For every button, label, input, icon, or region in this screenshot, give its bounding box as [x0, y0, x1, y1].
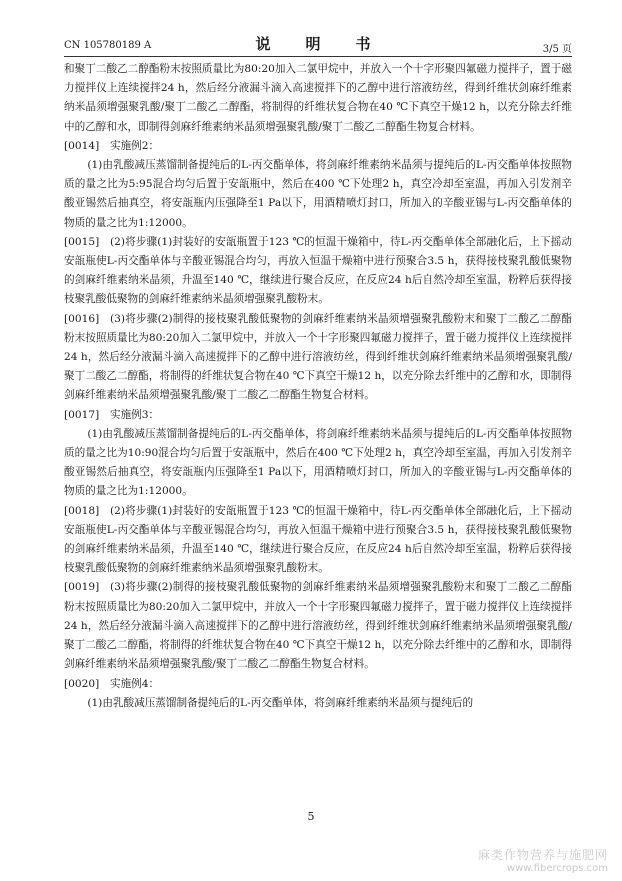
paragraph-0016: [0016] (3)将步骤(2)制得的接枝聚乳酸低聚物的剑麻纤维素纳米晶须增强聚乳酸粉末和聚丁二酸乙二醇酯粉末按照质量比为80:20加入二氯甲烷中，并放入一个十字形聚四氟磁力搅拌子，置于磁力搅拌仪上连续搅拌24 h，然后经分液漏斗滴入高速搅拌下的乙醇中进行溶液纺丝，得到纤维状剑麻纤维素纳米晶须增强聚乳酸/聚丁二酸乙二醇酯，将制得的纤维状复合物在40 ℃下真空干燥12 h，以充分除去纤维中的乙醇和水，即制得剑麻纤维素纳米晶须增强聚乳酸/聚丁二酸乙二醇酯生物复合材料。 — [64, 310, 572, 406]
paragraph-0015: [0015] (2)将步骤(1)封装好的安瓿瓶置于123 ℃的恒温干燥箱中，待L-丙交酯单体全部融化后，上下摇动安瓿瓶使L-丙交酯单体与辛酸亚锡混合均匀，再放入恒温干燥箱中进行预聚合3.5 h，获得接枝聚乳酸低聚物的剑麻纤维素纳米晶须，升温至140 ℃，继续进行聚合反应，在反应24 h后自然冷却至室温，粉粹后获得接枝聚乳酸低聚物的剑麻纤维素纳米晶须增强聚乳酸粉末。 — [64, 233, 572, 310]
example-heading: 实施例2： — [110, 139, 160, 152]
patent-number: CN 105780189 A — [64, 40, 152, 51]
page-reference: 3/5 页 — [542, 44, 572, 55]
paragraph: 和聚丁二酸乙二醇酯粉末按照质量比为80:20加入二氯甲烷中，并放入一个十字形聚四氟磁力搅拌子，置于磁力搅拌仪上连续搅拌24 h，然后经分液漏斗滴入高速搅拌下的乙醇中进行溶液纺丝，得到纤维状剑麻纤维素纳米晶须增强聚乳酸/聚丁二酸乙二醇酯，将制得的纤维状复合物在40 ℃下真空干燥12 h，以充分除去纤维中的乙醇和水，即制得剑麻纤维素纳米晶须增强聚乳酸/聚丁二酸乙二醇酯生物复合材料。 — [64, 63, 572, 133]
paragraph-number: [0015] — [64, 235, 100, 248]
example-heading: 实施例4： — [110, 677, 160, 690]
page-number: 5 — [307, 810, 315, 823]
paragraph-number: [0018] — [64, 504, 100, 517]
paragraph-number: [0019] — [64, 581, 100, 594]
paragraph-0017 — [64, 406, 572, 425]
watermark — [458, 846, 608, 874]
paragraph: (1)由乳酸减压蒸馏制备提纯后的L-丙交酯单体，将剑麻纤维素纳米晶须与提纯后的L-丙交酯单体按照物质的量之比为10:90混合均匀后置于安瓿瓶中，然后在400 ℃下处理2 h，真空冷却至室温，再加入引发剂辛酸亚锡然后抽真空，将安瓿瓶内压强降至1 Pa以下，用酒精喷灯封口，所加入的辛酸亚锡与L-丙交酯单体的物质的量之比为1:12000。 — [64, 427, 572, 498]
watermark-url: www.fibercrops.com — [506, 863, 608, 874]
page-header — [64, 30, 572, 57]
paragraph-number: [0016] — [64, 312, 100, 325]
document-title: 说 明 书 — [255, 35, 381, 53]
paragraph-0019: [0019] (3)将步骤(2)制得的接枝聚乳酸低聚物的剑麻纤维素纳米晶须增强聚乳酸粉末和聚丁二酸乙二醇酯粉末按照质量比为80:20加入二氯甲烷中，并放入一个十字形聚四氟磁力搅拌子，置于磁力搅拌仪上连续搅拌24 h，然后经分液漏斗滴入高速搅拌下的乙醇中进行溶液纺丝，得到纤维状剑麻纤维素纳米晶须增强聚乳酸/聚丁二酸乙二醇酯，将制得的纤维状复合物在40 ℃下真空干燥12 h，以充分除去纤维中的乙醇和水，即制得剑麻纤维素纳米晶须增强聚乳酸/聚丁二酸乙二醇酯生物复合材料。 — [64, 578, 572, 674]
document-body — [64, 60, 572, 713]
paragraph-number: [0014] — [64, 139, 100, 152]
paragraph-number: [0017] — [64, 408, 100, 421]
watermark-site-name: 麻类作物营养与施肥网 — [477, 848, 608, 862]
paragraph: (1)由乳酸减压蒸馏制备提纯后的L-丙交酯单体，将剑麻纤维素纳米晶须与提纯后的L-丙交酯单体按照物质的量之比为5:95混合均匀后置于安瓿瓶中，然后在400 ℃下处理2 h，真空冷却至室温，再加入引发剂辛酸亚锡然后抽真空，将安瓿瓶内压强降至1 Pa以下，用酒精喷灯封口，所加入的辛酸亚锡与L-丙交酯单体的物质的量之比为1:12000。 — [64, 159, 572, 229]
paragraph-number: [0020] — [64, 677, 100, 690]
example-heading: 实施例3： — [110, 408, 160, 421]
paragraph-0014 — [64, 137, 572, 156]
paragraph-0020 — [64, 675, 572, 694]
paragraph-0018: [0018] (2)将步骤(1)封装好的安瓿瓶置于123 ℃的恒温干燥箱中，待L-丙交酯单体全部融化后，上下摇动安瓿瓶使L-丙交酯单体与辛酸亚锡混合均匀，再放入恒温干燥箱中进行预聚合3.5 h，获得接枝聚乳酸低聚物的剑麻纤维素纳米晶须，升温至140 ℃，继续进行聚合反应，在反应24 h后自然冷却至室温，粉粹后获得接枝聚乳酸低聚物的剑麻纤维素纳米晶须增强聚乳酸粉末。 — [64, 502, 572, 579]
paragraph: (1)由乳酸减压蒸馏制备提纯后的L-丙交酯单体，将剑麻纤维素纳米晶须与提纯后的 — [87, 696, 474, 709]
